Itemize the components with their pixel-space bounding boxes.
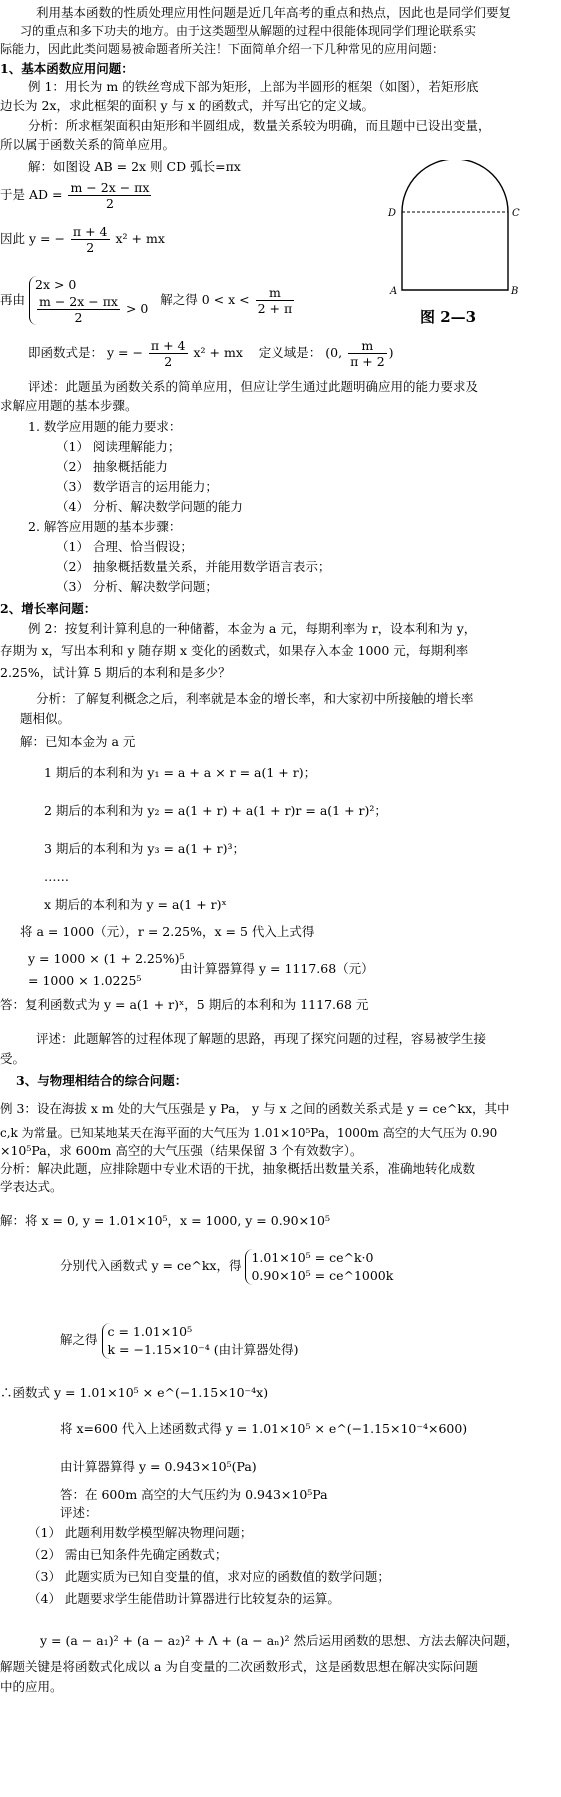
tail-line-3: 中的应用。 [0, 1679, 63, 1694]
system-eq-1: 1.01×10⁵ = ce^k·0 [251, 1249, 374, 1265]
calc-2-line-2: = 1000 × 1.0225⁵ [28, 973, 142, 988]
label-c: C [512, 208, 520, 219]
analysis-1-line-1: 分析：所求框架面积由矩形和半圆组成，数量关系较为明确，而且题中已设出变量， [28, 118, 491, 133]
y-tail: x² + mx [115, 231, 165, 246]
answer-3: 答：在 600m 高空的大气压约为 0.943×10⁵Pa [60, 1487, 328, 1502]
substitution-600: 将 x=600 代入上述函数式得 y = 1.01×10⁵ × e^(−1.15×10⁻⁴×600) [60, 1421, 468, 1436]
answer-2: 答：复利函数式为 y = a(1 + r)ˣ，5 期后的本利和为 1117.68 元 [0, 997, 369, 1012]
calc-3: 由计算器算得 y = 0.943×10⁵(Pa) [60, 1459, 257, 1474]
period-x: x 期后的本利和为 y = a(1 + r)ˣ [44, 897, 227, 912]
label-a: A [390, 286, 398, 297]
condition-2-tail: > 0 [125, 301, 149, 316]
domain-tail: ) [388, 345, 394, 360]
review-3-item: （1） 此题利用数学模型解决物理问题； [28, 1525, 253, 1540]
substitution-label: 分别代入函数式 y = ce^kx，得 [60, 1258, 242, 1273]
tail-line-1: y = (a − a₁)² + (a − a₂)² + Λ + (a − aₙ)² 然后运用函数的思想、方法去解决问题， [40, 1633, 519, 1648]
condition-2-denominator: 2 [74, 310, 83, 325]
figure-rect-semicircle [380, 160, 555, 350]
period-1: 1 期后的本利和为 y₁ = a + a × r = a(1 + r)； [44, 765, 317, 780]
example-3-line-1: 例 3：设在海拔 x m 处的大气压强是 y Pa， y 与 x 之间的函数关系式是 y = ce^kx，其中 [0, 1101, 510, 1116]
intro-line-3: 际能力，因此此类问题易被命题者所关注！下面简单介绍一下几种常见的应用问题： [0, 42, 445, 56]
condition-2 [35, 294, 148, 325]
list-2-item: （1） 合理、恰当假设； [56, 539, 193, 554]
ad-numerator: m − 2x − πx [70, 180, 150, 195]
ellipsis: …… [44, 869, 69, 884]
condition-1: 2x > 0 [35, 277, 77, 292]
figure-caption: 图 2—3 [420, 308, 477, 326]
list-2-item: （3） 分析、解决数学问题； [56, 579, 218, 594]
y-denominator: 2 [86, 240, 95, 255]
solution-1-line-1: 解：如图设 AB = 2x 则 CD 弧长=πx [28, 159, 241, 174]
list-1-item: （4） 分析、解决数学问题的能力 [56, 499, 243, 514]
ad-fraction [68, 180, 151, 211]
domain-denominator: π + 2 [350, 354, 385, 369]
intro-line-2: 习的重点和多下功夫的地方。由于这类题型从解题的过程中很能体现同学们理论联系实 [20, 24, 477, 38]
final-fraction [149, 338, 188, 369]
list-1-item: （3） 数学语言的运用能力； [56, 479, 218, 494]
y-numerator: π + 4 [72, 224, 108, 239]
solution-3: 解：将 x = 0, y = 1.01×10⁵，x = 1000, y = 0.90×10⁵ [0, 1213, 330, 1228]
solve-result-c: c = 1.01×10⁵ [107, 1323, 193, 1339]
list-1-title: 1. 数学应用题的能力要求： [28, 419, 182, 434]
analysis-2-line-2: 题相似。 [20, 711, 71, 726]
review-3-item: （3） 此题实质为已知自变量的值，求对应的函数值的数学问题； [28, 1569, 390, 1584]
review-1-line-2: 求解应用题的基本步骤。 [0, 398, 138, 413]
condition-result: 解之得 0 < x < [160, 292, 250, 307]
review-3-item: （4） 此题要求学生能借助计算器进行比较复杂的运算。 [28, 1591, 340, 1606]
example-2-line-1: 例 2：按复利计算利息的一种储蓄，本金为 a 元，每期利率为 r，设本利和为 y， [28, 621, 477, 636]
solve-brace [102, 1323, 299, 1359]
review-3-item: （2） 需由已知条件先确定函数式； [28, 1547, 228, 1562]
period-2: 2 期后的本利和为 y₂ = a(1 + r) + a(1 + r)r = a(1 + r)²； [44, 803, 387, 818]
period-3: 3 期后的本利和为 y₃ = a(1 + r)³； [44, 841, 245, 856]
calc-2-line-1: y = 1000 × (1 + 2.25%)⁵ [28, 951, 185, 966]
example-3-line-3: ×10⁵Pa，求 600m 高空的大气压强（结果保留 3 个有效数字）。 [0, 1143, 363, 1158]
review-2-line-1: 评述：此题解答的过程体现了解题的思路，再现了探究问题的过程，容易被学生接 [36, 1031, 487, 1046]
final-function [28, 336, 394, 370]
analysis-2-line-1: 分析：了解复利概念之后，利率就是本金的增长率，和大家初中所接触的增长率 [36, 691, 474, 706]
domain-label: 定义域是： (0, [258, 345, 343, 360]
solution-2: 解：已知本金为 a 元 [20, 734, 136, 749]
function-3: ∴函数式 y = 1.01×10⁵ × e^(−1.15×10⁻⁴x) [0, 1385, 269, 1400]
condition-system [0, 270, 296, 330]
tail-line-2: 解题关键是将函数式化成以 a 为自变量的二次函数形式，这是函数思想在解决实际问题 [0, 1659, 478, 1674]
review-1-line-1: 评述：此题虽为函数关系的简单应用，但应让学生通过此题明确应用的能力要求及 [28, 379, 479, 394]
solve-system [60, 1318, 299, 1362]
analysis-3-line-2: 学表达式。 [0, 1179, 63, 1194]
label-d: D [388, 208, 397, 219]
solve-label: 解之得 [60, 1332, 98, 1347]
solve-result-k: k = −1.15×10⁻⁴ (由计算器处得) [107, 1341, 299, 1357]
substitution-brace [245, 1249, 393, 1285]
solution-1-y [0, 222, 165, 256]
list-1-item: （2） 抽象概括能力 [56, 459, 168, 474]
ad-denominator: 2 [105, 196, 114, 211]
section-3-heading: 3、与物理相结合的综合问题： [16, 1073, 188, 1088]
cond-res-numerator: m [256, 285, 295, 301]
y-label: 因此 y = − [0, 231, 65, 246]
condition-result-fraction [256, 285, 295, 316]
final-numerator: π + 4 [150, 338, 186, 353]
example-2-line-2: 存期为 x，写出本利和 y 随存期 x 变化的函数式，如果存入本金 1000 元，每期利率 [0, 643, 469, 658]
analysis-3-line-1: 分析：解决此题，应排除题中专业术语的干扰，抽象概括出数量关系，准确地转化成数 [0, 1161, 476, 1176]
ad-label: 于是 AD = [0, 187, 63, 202]
example-2-line-3: 2.25%，试计算 5 期后的本利和是多少？ [0, 665, 231, 680]
final-denominator: 2 [164, 354, 173, 369]
list-2-title: 2. 解答应用题的基本步骤： [28, 519, 182, 534]
review-2-line-2: 受。 [0, 1051, 26, 1066]
review-3-title: 评述： [60, 1505, 98, 1520]
example-3-line-2: c,k 为常量。已知某地某天在海平面的大气压为 1.01×10⁵Pa，1000m 高空的大气压为 0.90 [0, 1126, 498, 1140]
substitution-2: 将 a = 1000（元），r = 2.25%，x = 5 代入上式得 [20, 924, 315, 939]
cond-res-denominator: 2 + π [257, 301, 293, 316]
solution-1-ad [0, 178, 153, 212]
calc-2-result: 由计算器算得 y = 1117.68（元） [180, 961, 374, 976]
substitution-system [60, 1244, 393, 1288]
label-b: B [511, 286, 519, 297]
example-1-line-2: 边长为 2x，求此框架的面积 y 与 x 的函数式，并写出它的定义域。 [0, 98, 374, 113]
domain-numerator: m [348, 338, 387, 354]
list-1-item: （1） 阅读理解能力； [56, 439, 181, 454]
intro-line-1: 利用基本函数的性质处理应用性问题是近几年高考的重点和热点，因此也是同学们要复 [36, 5, 512, 20]
section-1-heading: 1、基本函数应用问题： [0, 61, 134, 76]
y-fraction [71, 224, 110, 255]
system-eq-2: 0.90×10⁵ = ce^1000k [251, 1267, 394, 1283]
final-label: 即函数式是： y = − [28, 345, 143, 360]
final-tail: x² + mx [193, 345, 243, 360]
section-2-heading: 2、增长率问题： [0, 601, 97, 616]
list-2-item: （2） 抽象概括数量关系，并能用数学语言表示； [56, 559, 331, 574]
condition-2-numerator: m − 2x − πx [39, 294, 118, 309]
analysis-1-line-2: 所以属于函数关系的简单应用。 [0, 137, 176, 152]
condition-brace [29, 276, 148, 325]
condition-label: 再由 [0, 292, 26, 307]
example-1-line-1: 例 1：用长为 m 的铁丝弯成下部为矩形，上部为半圆形的框架（如图），若矩形底 [28, 79, 479, 94]
